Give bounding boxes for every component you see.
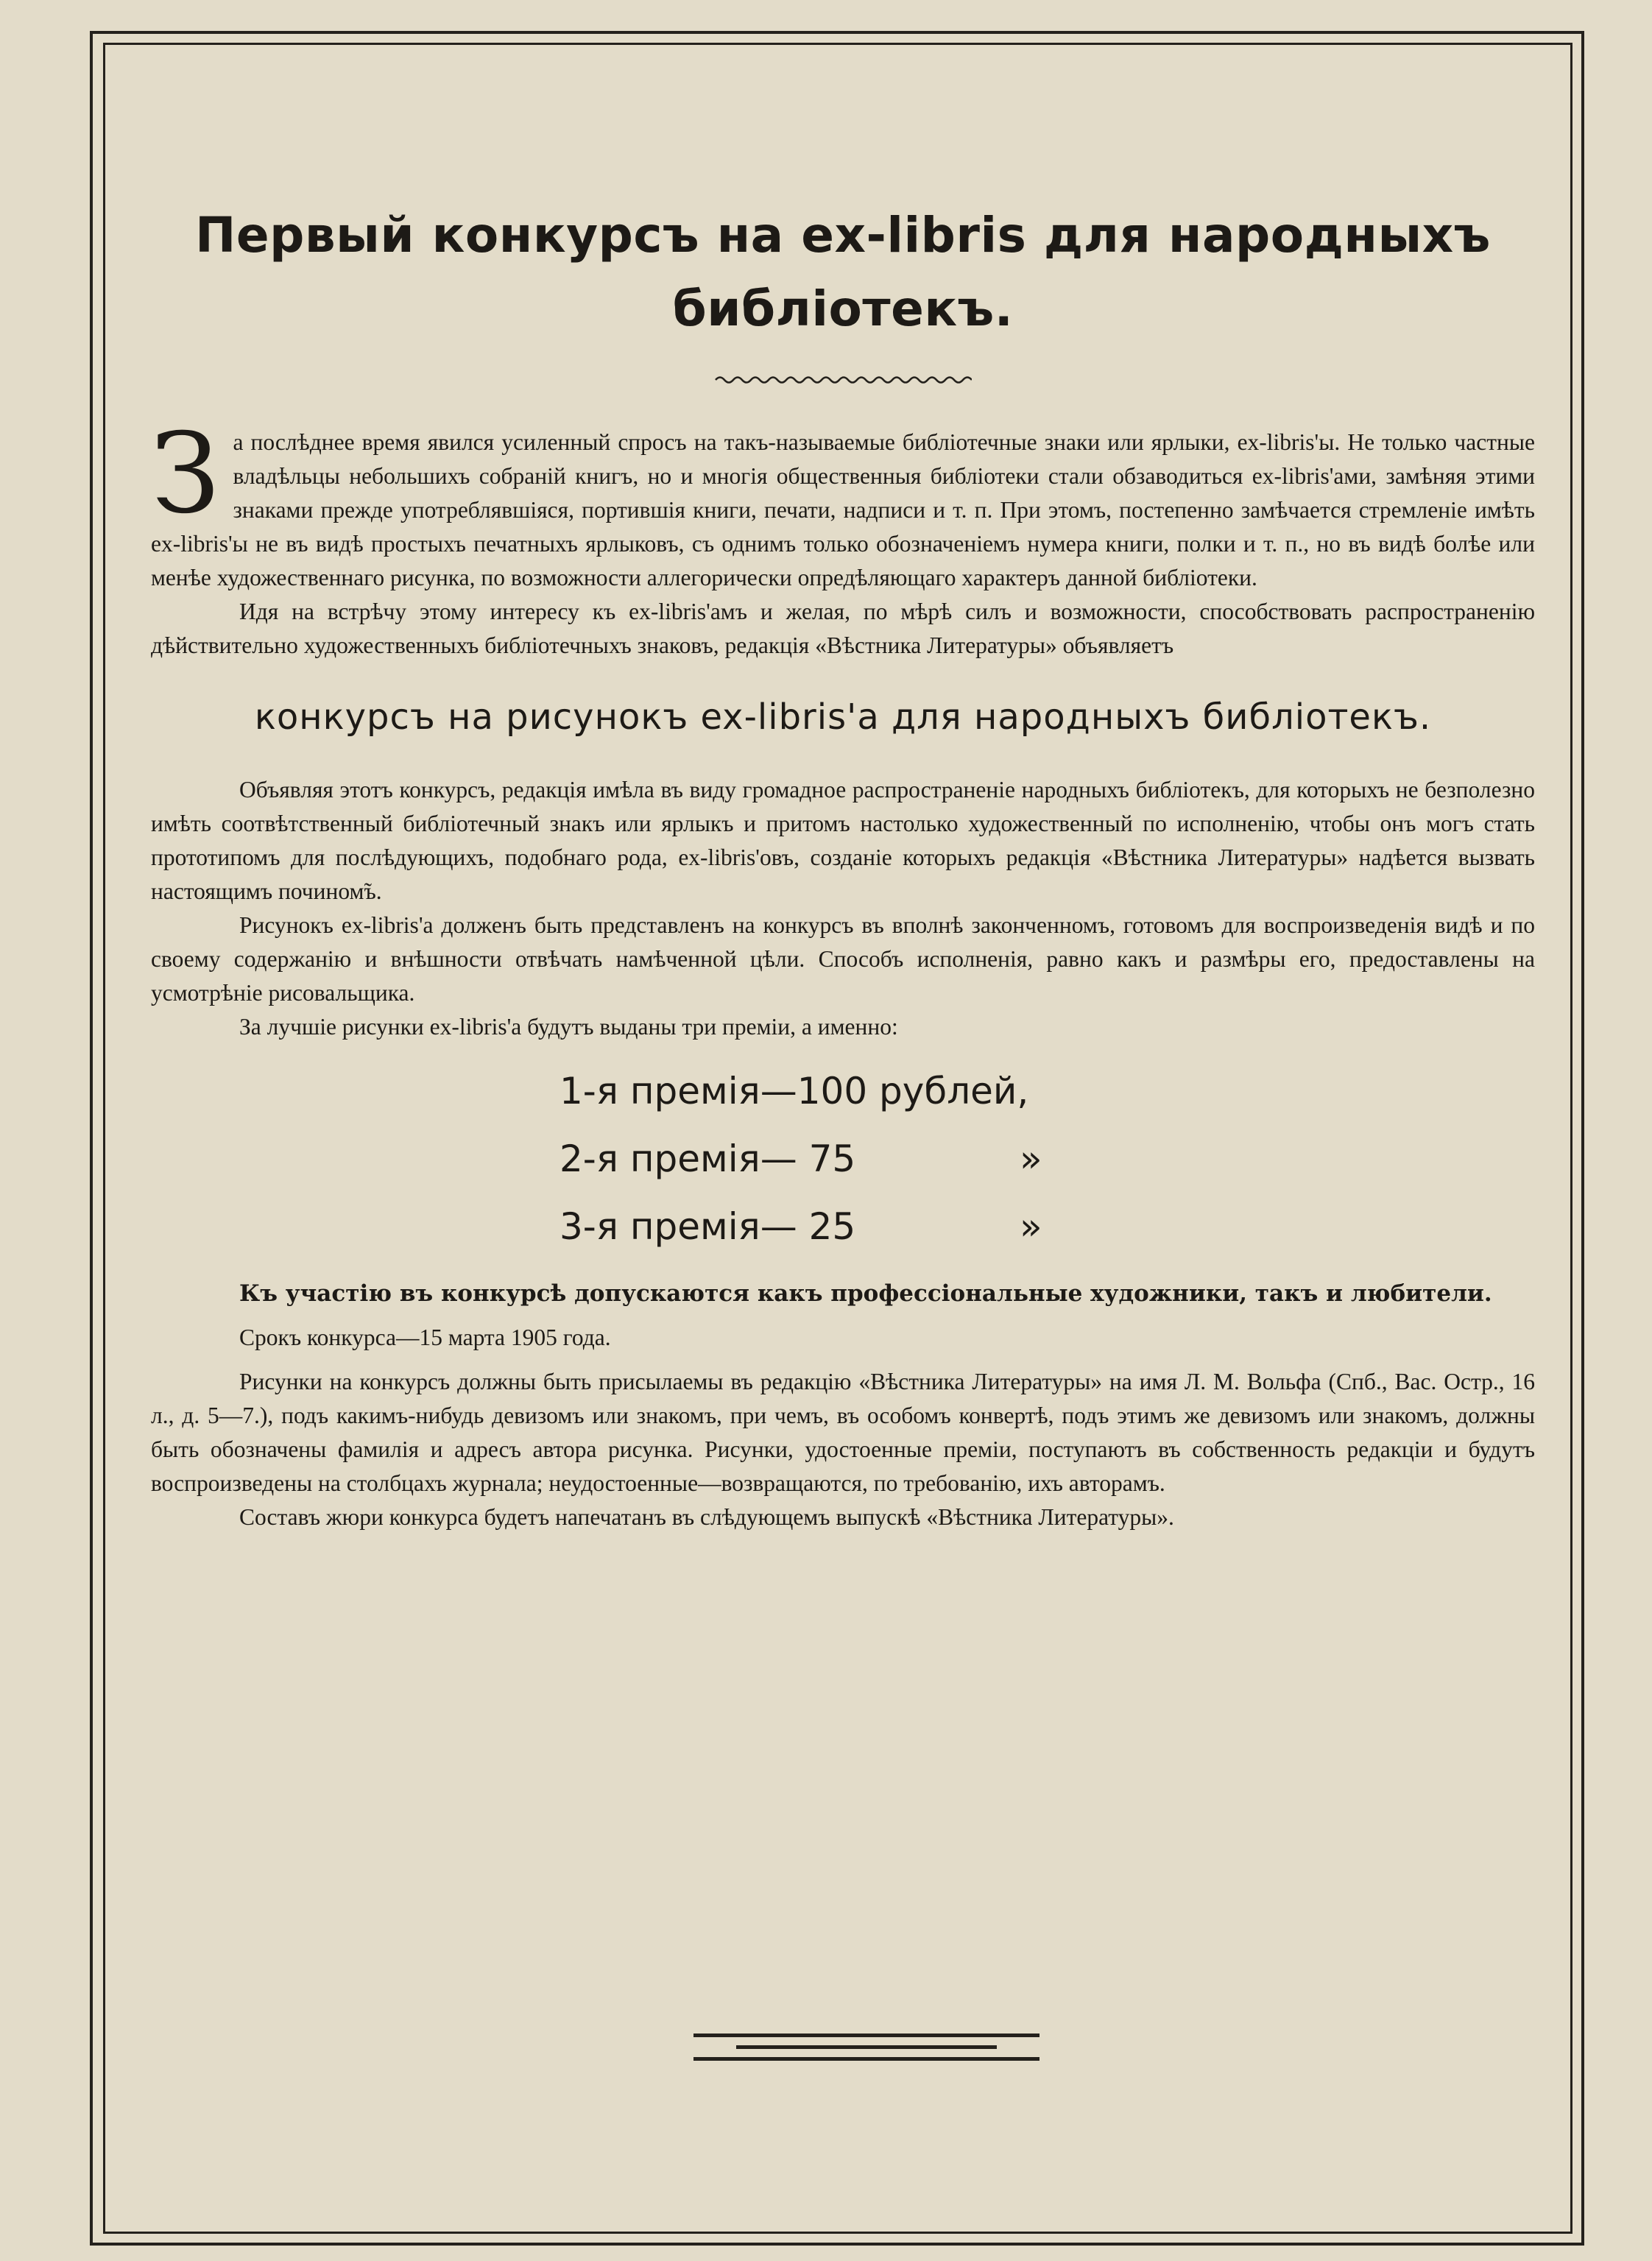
paragraph-announce: Идя на встрѣчу этому интересу къ ex-libris'амъ и желая, по мѣрѣ силъ и возможности, способствовать распространенію дѣйствительно художественныхъ библіотечныхъ знаковъ, редакція «Вѣстника Литературы» объявляетъ [151,599,1535,658]
prize-2 [151,1125,1535,1193]
paragraph-participation: Къ участію въ конкурсѣ допускаются какъ профессіональные художники, такъ и любители. [239,1280,1492,1307]
prize-list [151,1057,1535,1260]
paragraph-deadline: Срокъ конкурса—15 марта 1905 года. [239,1324,611,1350]
drop-cap: З [151,410,220,538]
prize-3-ditto: » [1020,1205,1042,1248]
closing-rule-bottom [693,2057,1039,2061]
prize-2-ditto: » [1020,1137,1042,1180]
paragraph-purpose: Объявляя этотъ конкурсъ, редакція имѣла въ виду громадное распространеніе народныхъ библіотекъ, для которыхъ не безполезно имѣть соотвѣтственный библіотечный знакъ или ярлыкъ и притомъ настолько художественный по исполненію, чтобы онъ могъ стать прототипомъ для послѣдующихъ, подобнаго рода, ex-libris'овъ, созданіе которыхъ редакція «Вѣстника Литературы» надѣется вызвать настоящимъ почином̃ъ. [151,777,1535,904]
wavy-ornament [714,374,972,386]
paragraph-jury: Составъ жюри конкурса будетъ напечатанъ въ слѣдующемъ выпускѣ «Вѣстника Литературы». [239,1504,1174,1530]
prize-3 [151,1193,1535,1260]
prize-3-label: 3-я премія— 25 [560,1205,856,1248]
title-line-1: Первый конкурсъ на ex-libris для народныхъ [195,207,1491,264]
article [151,199,1535,1534]
paragraph-intro-text: а послѣднее время явился усиленный спросъ на такъ-называемые библіотечные знаки или ярлыки, ex-libris'ы. Не только частные владѣльцы небольшихъ собраній книгъ, но и многія общественныя библіотеки стали обзаводиться ex-libris'ами, замѣняя этими знаками прежде употреблявшіяся, портившія книги, печати, надписи и т. п. При этомъ, постепенно замѣчается стремленіе имѣть ex-libris'ы не въ видѣ простыхъ печатныхъ ярлыковъ, съ однимъ только обозначеніемъ нумера книги, полки и т. п., но въ видѣ болѣе или менѣе художественнаго рисунка, по возможности аллегорически опредѣляющаго характеръ данной библіотеки. [151,429,1535,590]
paragraph-intro [151,410,1535,595]
closing-rule-middle [736,2045,997,2049]
closing-rule-top [693,2034,1039,2037]
prize-2-label: 2-я премія— 75 [560,1137,856,1180]
paragraph-submission: Рисунки на конкурсъ должны быть присылаемы въ редакцію «Вѣстника Литературы» на имя Л. М. Вольфа (Спб., Вас. Остр., 16 л., д. 5—7.), подъ какимъ-нибудь девизомъ или знакомъ, при чемъ, въ особомъ конвертѣ, подъ этимъ же девизомъ или знакомъ, должны быть обозначены фамилія и адресъ автора рисунка. Рисунки, удостоенные преміи, поступаютъ въ собственность редакціи и будутъ воспроизведены на столбцахъ журнала; неудостоенные—возвращаются, по требованію, ихъ авторамъ. [151,1369,1535,1496]
prize-1-label: 1-я премія—100 рублей, [560,1070,1029,1112]
section-heading: конкурсъ на рисунокъ ex-libris'а для народныхъ библіотекъ. [254,696,1432,738]
paragraph-prizes-intro: За лучшіе рисунки ex-libris'а будутъ выданы три преміи, а именно: [239,1014,898,1040]
title-line-2: библіотекъ. [672,281,1014,337]
paragraph-requirements: Рисунокъ ex-libris'а долженъ быть представленъ на конкурсъ въ вполнѣ законченномъ, готовомъ для воспроизведенія видѣ и по своему содержанію и внѣшности отвѣчать намѣченной цѣли. Способъ исполненія, равно какъ и размѣры его, предоставлены на усмотрѣніе рисовальщика. [151,912,1535,1006]
prize-1 [151,1057,1535,1125]
